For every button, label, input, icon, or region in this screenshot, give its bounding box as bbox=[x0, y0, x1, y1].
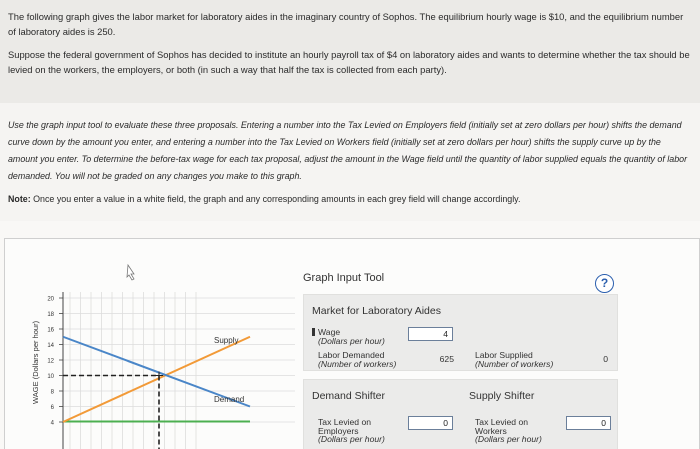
tax-workers-label-group bbox=[475, 418, 542, 444]
cursor-icon bbox=[127, 265, 134, 280]
labor-demanded-unit: (Number of workers) bbox=[318, 358, 397, 369]
tax-workers-label-1: Tax Levied on bbox=[475, 417, 529, 427]
y-tick-label: 16 bbox=[47, 327, 54, 334]
y-tick-label: 18 bbox=[47, 312, 54, 318]
y-tick-label: 8 bbox=[50, 389, 54, 396]
labor-market-chart[interactable] bbox=[5, 239, 295, 449]
wage-bullet-icon bbox=[312, 328, 315, 336]
note-text bbox=[8, 191, 692, 208]
tax-employers-label-2: Employers bbox=[318, 425, 359, 436]
tax-employers-unit: (Dollars per hour) bbox=[318, 434, 385, 444]
labor-supplied-label: Labor Supplied bbox=[475, 350, 533, 360]
instructions-section bbox=[0, 103, 700, 221]
y-tick-label: 6 bbox=[50, 405, 54, 411]
intro-section bbox=[0, 0, 700, 103]
supply-curve-label: Supply bbox=[214, 336, 239, 345]
market-block bbox=[303, 294, 618, 371]
wage-label-group bbox=[312, 328, 385, 345]
wage-input[interactable]: 4 bbox=[408, 327, 453, 341]
graph-panel bbox=[0, 221, 700, 449]
tax-workers-unit: (Dollars per hour) bbox=[475, 434, 542, 444]
tax-employers-label-group bbox=[318, 418, 385, 444]
demand-shifter-title: Demand Shifter bbox=[312, 390, 385, 402]
labor-supplied-value: 0 bbox=[603, 354, 608, 364]
tax-employers-input[interactable]: 0 bbox=[408, 416, 453, 430]
help-icon[interactable]: ? bbox=[595, 274, 614, 293]
tax-workers-label-2: Workers bbox=[475, 425, 507, 436]
graph-input-tool-title: Graph Input Tool bbox=[303, 272, 385, 284]
labor-supplied-unit: (Number of workers) bbox=[475, 358, 554, 369]
chart-grid bbox=[63, 292, 295, 449]
y-axis bbox=[47, 292, 63, 449]
labor-demanded-label-group bbox=[318, 351, 396, 368]
intro-paragraph-1: The following graph gives the labor market for laboratory aides in the imaginary country of Sophos. The equilibrium hourly wage is $10, and the equilibrium number of laboratory aides is 250. bbox=[8, 11, 684, 37]
supply-shifter-title: Supply Shifter bbox=[469, 390, 535, 402]
tax-employers-label-1: Tax Levied on bbox=[318, 417, 372, 427]
labor-demanded-label: Labor Demanded bbox=[318, 350, 385, 360]
wage-label: Wage bbox=[318, 327, 341, 337]
y-axis-label: WAGE (Dollars per hour) bbox=[31, 320, 40, 404]
instructions-text: Use the graph input tool to evaluate these three proposals. Entering a number into the Tax Levied on Employers field (initially set at zero dollars per hour) shifts the demand curve down by the amount you enter, and entering a number into the Tax Levied on Workers field (initially set at zero dollars per hour) shifts the supply curve up by the amount you enter. To determine the before-tax wage for each tax proposal, adjust the amount in the Wage field until the quantity of labor supplied equals the quantity of labor demanded. You will not be graded on any changes you make to this graph. bbox=[8, 120, 688, 181]
note-label: Note: bbox=[8, 194, 31, 204]
graph-container bbox=[4, 238, 700, 449]
y-tick-label: 20 bbox=[47, 296, 54, 303]
labor-demanded-value: 625 bbox=[439, 354, 454, 364]
y-tick-label: 12 bbox=[47, 358, 54, 365]
graph-input-tool bbox=[298, 251, 698, 449]
demand-curve-label: Demand bbox=[214, 395, 245, 404]
market-title: Market for Laboratory Aides bbox=[312, 305, 441, 317]
labor-supplied-label-group bbox=[475, 351, 553, 368]
y-tick-label: 4 bbox=[50, 420, 54, 427]
y-tick-label: 10 bbox=[47, 374, 54, 380]
shifter-block bbox=[303, 379, 618, 449]
tax-workers-input[interactable]: 0 bbox=[566, 416, 611, 430]
y-tick-label: 14 bbox=[47, 343, 54, 349]
note-body: Once you enter a value in a white field, the graph and any corresponding amounts in each grey field will change accordingly. bbox=[30, 194, 521, 204]
intro-paragraph-2: Suppose the federal government of Sophos has decided to institute an hourly payroll tax of $4 on laboratory aides and wants to determine whether the tax should be levied on the workers, the employers, or both (in such a way that half the tax is collected from each party). bbox=[8, 49, 690, 75]
wage-unit: (Dollars per hour) bbox=[318, 335, 385, 346]
